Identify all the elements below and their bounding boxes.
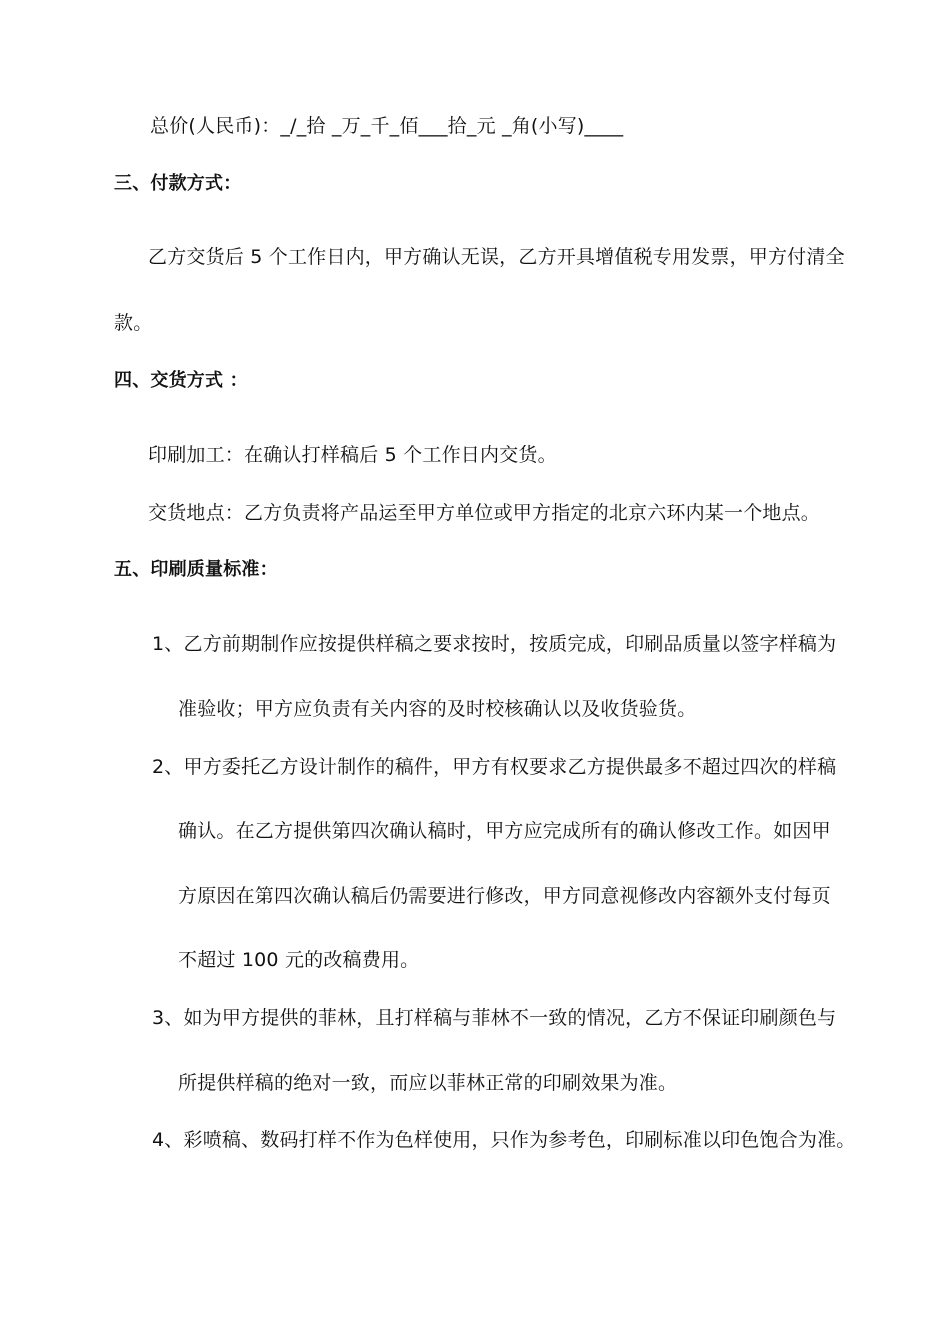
section-5-item-4-line-1: 4、彩喷稿、数码打样不作为色样使用，只作为参考色，印刷标准以印色饱合为准。 <box>152 1129 856 1151</box>
section-5-item-3-line-2: 所提供样稿的绝对一致，而应以菲林正常的印刷效果为准。 <box>178 1072 678 1094</box>
section-4-item-1: 印刷加工：在确认打样稿后 5 个工作日内交货。 <box>148 444 557 466</box>
section-5-heading: 五、印刷质量标准： <box>114 559 278 580</box>
section-5-item-2-line-2: 确认。在乙方提供第四次确认稿时，甲方应完成所有的确认修改工作。如因甲 <box>178 820 831 842</box>
section-5-item-2-line-3: 方原因在第四次确认稿后仍需要进行修改，甲方同意视修改内容额外支付每页 <box>178 885 831 907</box>
section-4-heading: 四、交货方式 ： <box>114 370 248 391</box>
total-price-line: 总价(人民币)：_/_拾 _万_千_佰___拾_元 _角(小写)____ <box>150 115 624 137</box>
section-5-item-1-line-1: 1、乙方前期制作应按提供样稿之要求按时，按质完成，印刷品质量以签字样稿为 <box>152 633 837 655</box>
section-5-item-2-line-1: 2、甲方委托乙方设计制作的稿件，甲方有权要求乙方提供最多不超过四次的样稿 <box>152 756 837 778</box>
section-5-item-2-line-4: 不超过 100 元的改稿费用。 <box>178 949 420 971</box>
section-3-paragraph-line-2: 款。 <box>114 312 153 334</box>
section-3-paragraph-line-1: 乙方交货后 5 个工作日内，甲方确认无误，乙方开具增值税专用发票，甲方付清全 <box>148 246 845 268</box>
section-5-item-3-line-1: 3、如为甲方提供的菲林，且打样稿与菲林不一致的情况，乙方不保证印刷颜色与 <box>152 1007 837 1029</box>
section-5-item-1-line-2: 准验收；甲方应负责有关内容的及时校核确认以及收货验货。 <box>178 698 697 720</box>
section-4-item-2: 交货地点：乙方负责将产品运至甲方单位或甲方指定的北京六环内某一个地点。 <box>148 502 821 524</box>
section-3-heading: 三、付款方式： <box>114 173 242 194</box>
